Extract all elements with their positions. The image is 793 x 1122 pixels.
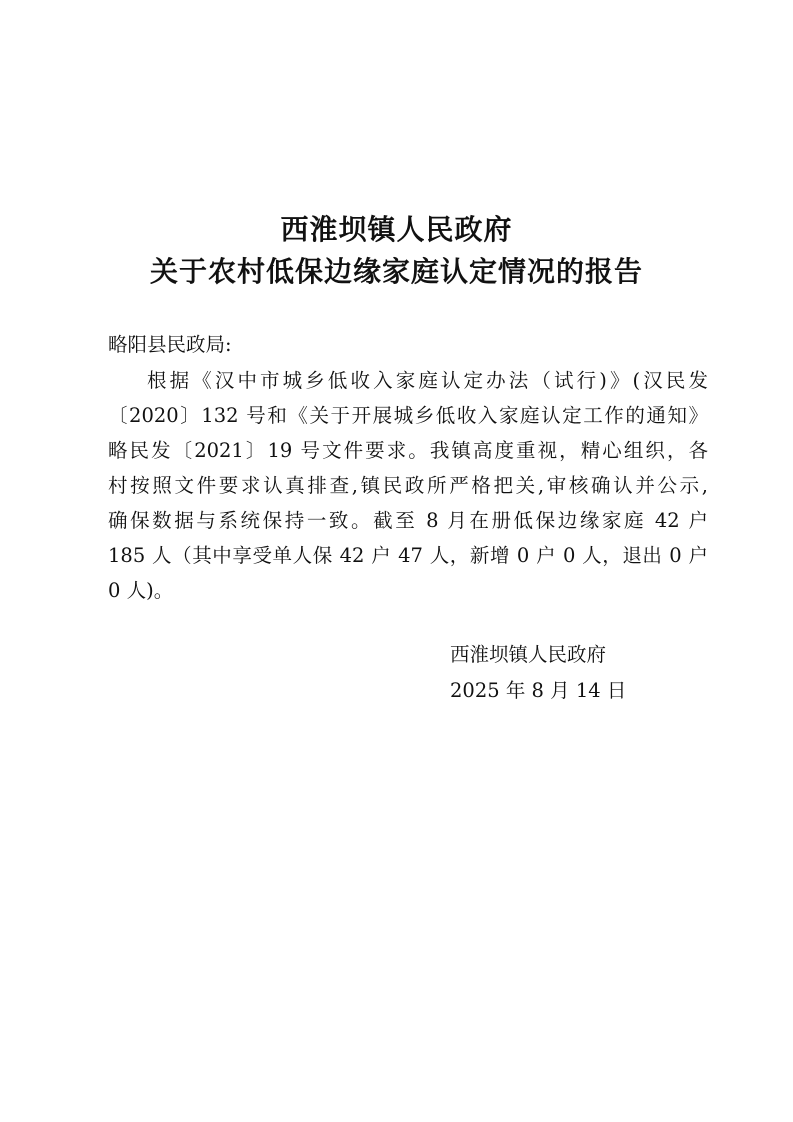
salutation: 略阳县民政局: [108,333,232,356]
body-line: 略民发〔2021〕19 号文件要求。我镇高度重视，精心组织，各 [108,439,708,462]
document-title-line-2: 关于农村低保边缘家庭认定情况的报告 [149,255,643,288]
signature-organization: 西淮坝镇人民政府 [450,643,607,666]
body-line: 确保数据与系统保持一致。截至 8 月在册低保边缘家庭 42 户 [108,509,708,532]
body-line: 185 人（其中享受单人保 42 户 47 人，新增 0 户 0 人，退出 0 户 [108,544,708,567]
body-line: 村按照文件要求认真排查,镇民政所严格把关,审核确认并公示, [108,474,708,497]
body-line: 0 人)。 [108,579,174,602]
body-line: 〔2020〕132 号和《关于开展城乡低收入家庭认定工作的通知》 [108,404,708,427]
document-title-line-1: 西淮坝镇人民政府 [280,213,513,246]
body-line: 根据《汉中市城乡低收入家庭认定办法（试行)》(汉民发 [147,369,708,392]
signature-date: 2025 年 8 月 14 日 [450,679,627,702]
